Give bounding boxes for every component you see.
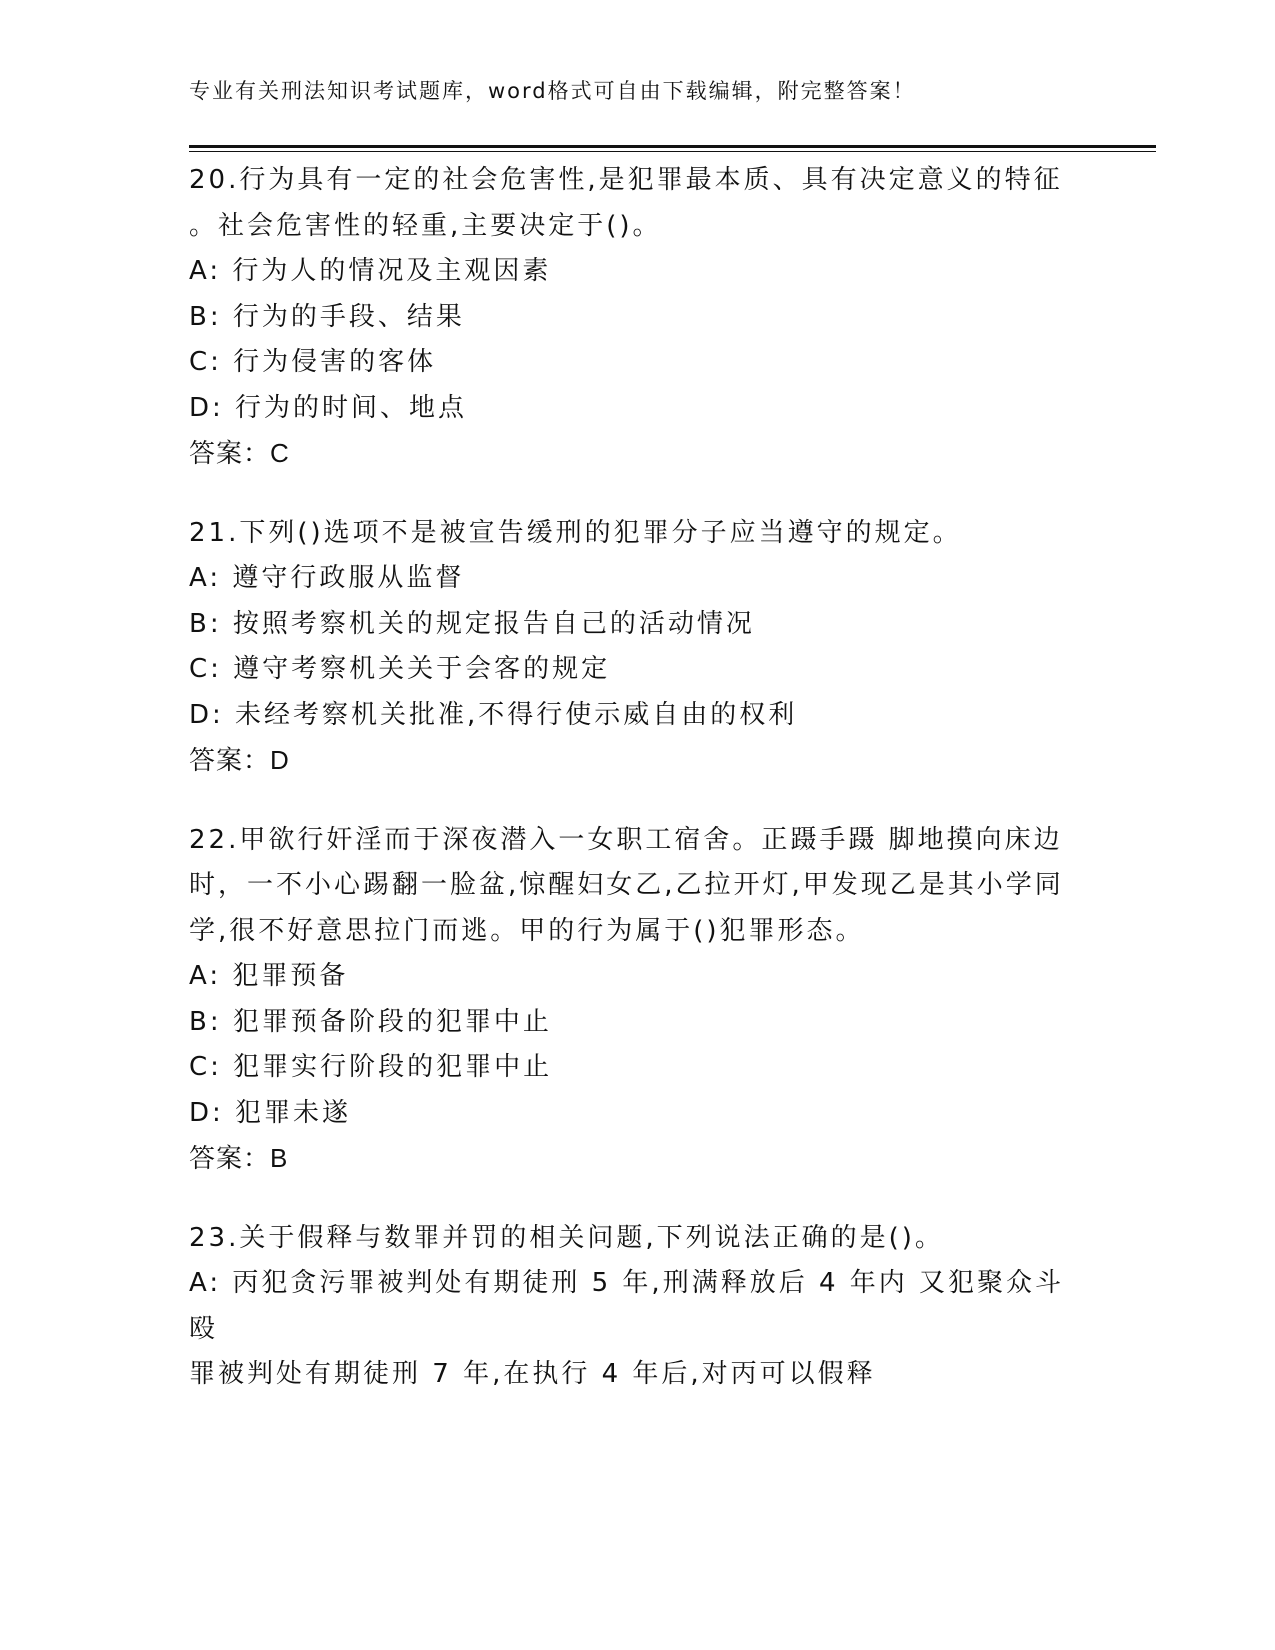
page-header: 专业有关刑法知识考试题库，word格式可自由下载编辑，附完整答案！ (189, 79, 916, 103)
option-b: B: 犯罪预备阶段的犯罪中止 (189, 1006, 552, 1037)
question-stem: 学,很不好意思拉门而逃。甲的行为属于()犯罪形态。 (189, 915, 865, 946)
question-item (189, 818, 1089, 1182)
option-b: B: 行为的手段、结果 (189, 301, 465, 332)
option-a: A: 行为人的情况及主观因素 (189, 256, 552, 286)
option-b: B: 按照考察机关的规定报告自己的活动情况 (189, 608, 755, 639)
option-a: A: 犯罪预备 (189, 961, 349, 991)
option-d: D: 未经考察机关批准,不得行使示威自由的权利 (189, 699, 798, 730)
option-c: C: 犯罪实行阶段的犯罪中止 (189, 1052, 553, 1082)
question-item (189, 158, 1089, 477)
question-item (189, 1216, 1089, 1398)
question-stem: 时，一不小心踢翻一脸盆,惊醒妇女乙,乙拉开灯,甲发现乙是其小学同 (189, 870, 1064, 900)
question-item (189, 511, 1089, 784)
header-divider (189, 145, 1156, 153)
question-stem: 21.下列()选项不是被宣告缓刑的犯罪分子应当遵守的规定。 (189, 517, 962, 548)
question-stem: 20.行为具有一定的社会危害性,是犯罪最本质、具有决定意义的特征 (189, 165, 1063, 195)
option-a-continued: 罪被判处有期徒刑 7 年,在执行 4 年后,对丙可以假释 (189, 1359, 876, 1389)
option-c: C: 行为侵害的客体 (189, 347, 437, 377)
header-divider-thick (189, 145, 1156, 148)
question-list (189, 158, 1089, 1432)
question-stem: 23.关于假释与数罪并罚的相关问题,下列说法正确的是()。 (189, 1222, 944, 1253)
option-d: D: 行为的时间、地点 (189, 392, 468, 423)
option-d: D: 犯罪未遂 (189, 1097, 352, 1128)
question-stem: 。社会危害性的轻重,主要决定于()。 (189, 210, 662, 241)
header-divider-thin (189, 151, 1156, 152)
answer-line: 答案：C (189, 438, 290, 468)
option-a: A: 丙犯贪污罪被判处有期徒刑 5 年,刑满释放后 4 年内 又犯聚众斗殴 (189, 1268, 1065, 1344)
option-c: C: 遵守考察机关关于会客的规定 (189, 654, 611, 684)
option-a: A: 遵守行政服从监督 (189, 563, 465, 593)
answer-line: 答案：D (189, 745, 290, 775)
answer-line: 答案：B (189, 1143, 289, 1173)
question-stem: 22.甲欲行奸淫而于深夜潜入一女职工宿舍。正蹑手蹑 脚地摸向床边 (189, 824, 1063, 855)
